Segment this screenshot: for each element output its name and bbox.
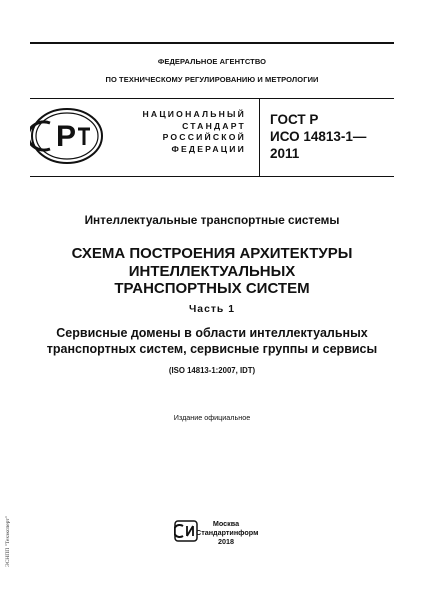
edition-label: Издание официальное bbox=[173, 413, 251, 422]
national-line-4: ФЕДЕРАЦИИ bbox=[171, 143, 246, 154]
publisher-info bbox=[196, 519, 259, 547]
title-line-2: ИНТЕЛЛЕКТУАЛЬНЫХ bbox=[128, 262, 296, 280]
gost-number bbox=[270, 111, 394, 162]
national-line-3: РОССИЙСКОЙ bbox=[162, 132, 246, 142]
title-line-1: СХЕМА ПОСТРОЕНИЯ АРХИТЕКТУРЫ bbox=[71, 245, 353, 262]
document-title bbox=[0, 245, 424, 298]
standartinform-logo-icon bbox=[174, 520, 198, 542]
agency-line-1: ФЕДЕРАЛЬНОЕ АГЕНТСТВО bbox=[157, 57, 267, 66]
publisher-year: 2018 bbox=[218, 537, 234, 547]
part-label: Часть 1 bbox=[188, 304, 235, 315]
national-standard-label bbox=[110, 109, 246, 155]
publisher-city: Москва bbox=[212, 519, 240, 528]
gost-r-logo-icon bbox=[30, 107, 104, 165]
top-rule bbox=[30, 42, 394, 44]
gost-line-1: ГОСТ Р bbox=[270, 112, 319, 127]
agency-line-2: ПО ТЕХНИЧЕСКОМУ РЕГУЛИРОВАНИЮ И МЕТРОЛОГИИ bbox=[105, 75, 319, 84]
publisher-name: Стандартинформ bbox=[196, 528, 259, 538]
document-subtitle bbox=[0, 325, 424, 357]
series-title: Интеллектуальные транспортные системы bbox=[84, 213, 340, 227]
gost-line-3: 2011 bbox=[270, 146, 300, 161]
subtitle-line-1: Сервисные домены в области интеллектуальных bbox=[56, 326, 368, 340]
box-top-rule bbox=[30, 98, 394, 99]
box-divider bbox=[259, 99, 260, 176]
logo-p-letter: Р bbox=[55, 120, 77, 153]
gost-line-2: ИСО 14813-1— bbox=[270, 129, 367, 144]
national-line-2: СТАНДАРТ bbox=[182, 120, 246, 131]
title-line-3: ТРАНСПОРТНЫХ СИСТЕМ bbox=[114, 280, 310, 297]
box-bottom-rule bbox=[30, 176, 394, 177]
national-line-1: НАЦИОНАЛЬНЫЙ bbox=[142, 109, 246, 119]
iso-reference: (ISO 14813-1:2007, IDT) bbox=[168, 366, 256, 375]
side-watermark-note: ЭСНПП "Техэксперт" bbox=[5, 515, 11, 567]
subtitle-line-2: транспортных систем, сервисные группы и сервисы bbox=[46, 342, 378, 356]
